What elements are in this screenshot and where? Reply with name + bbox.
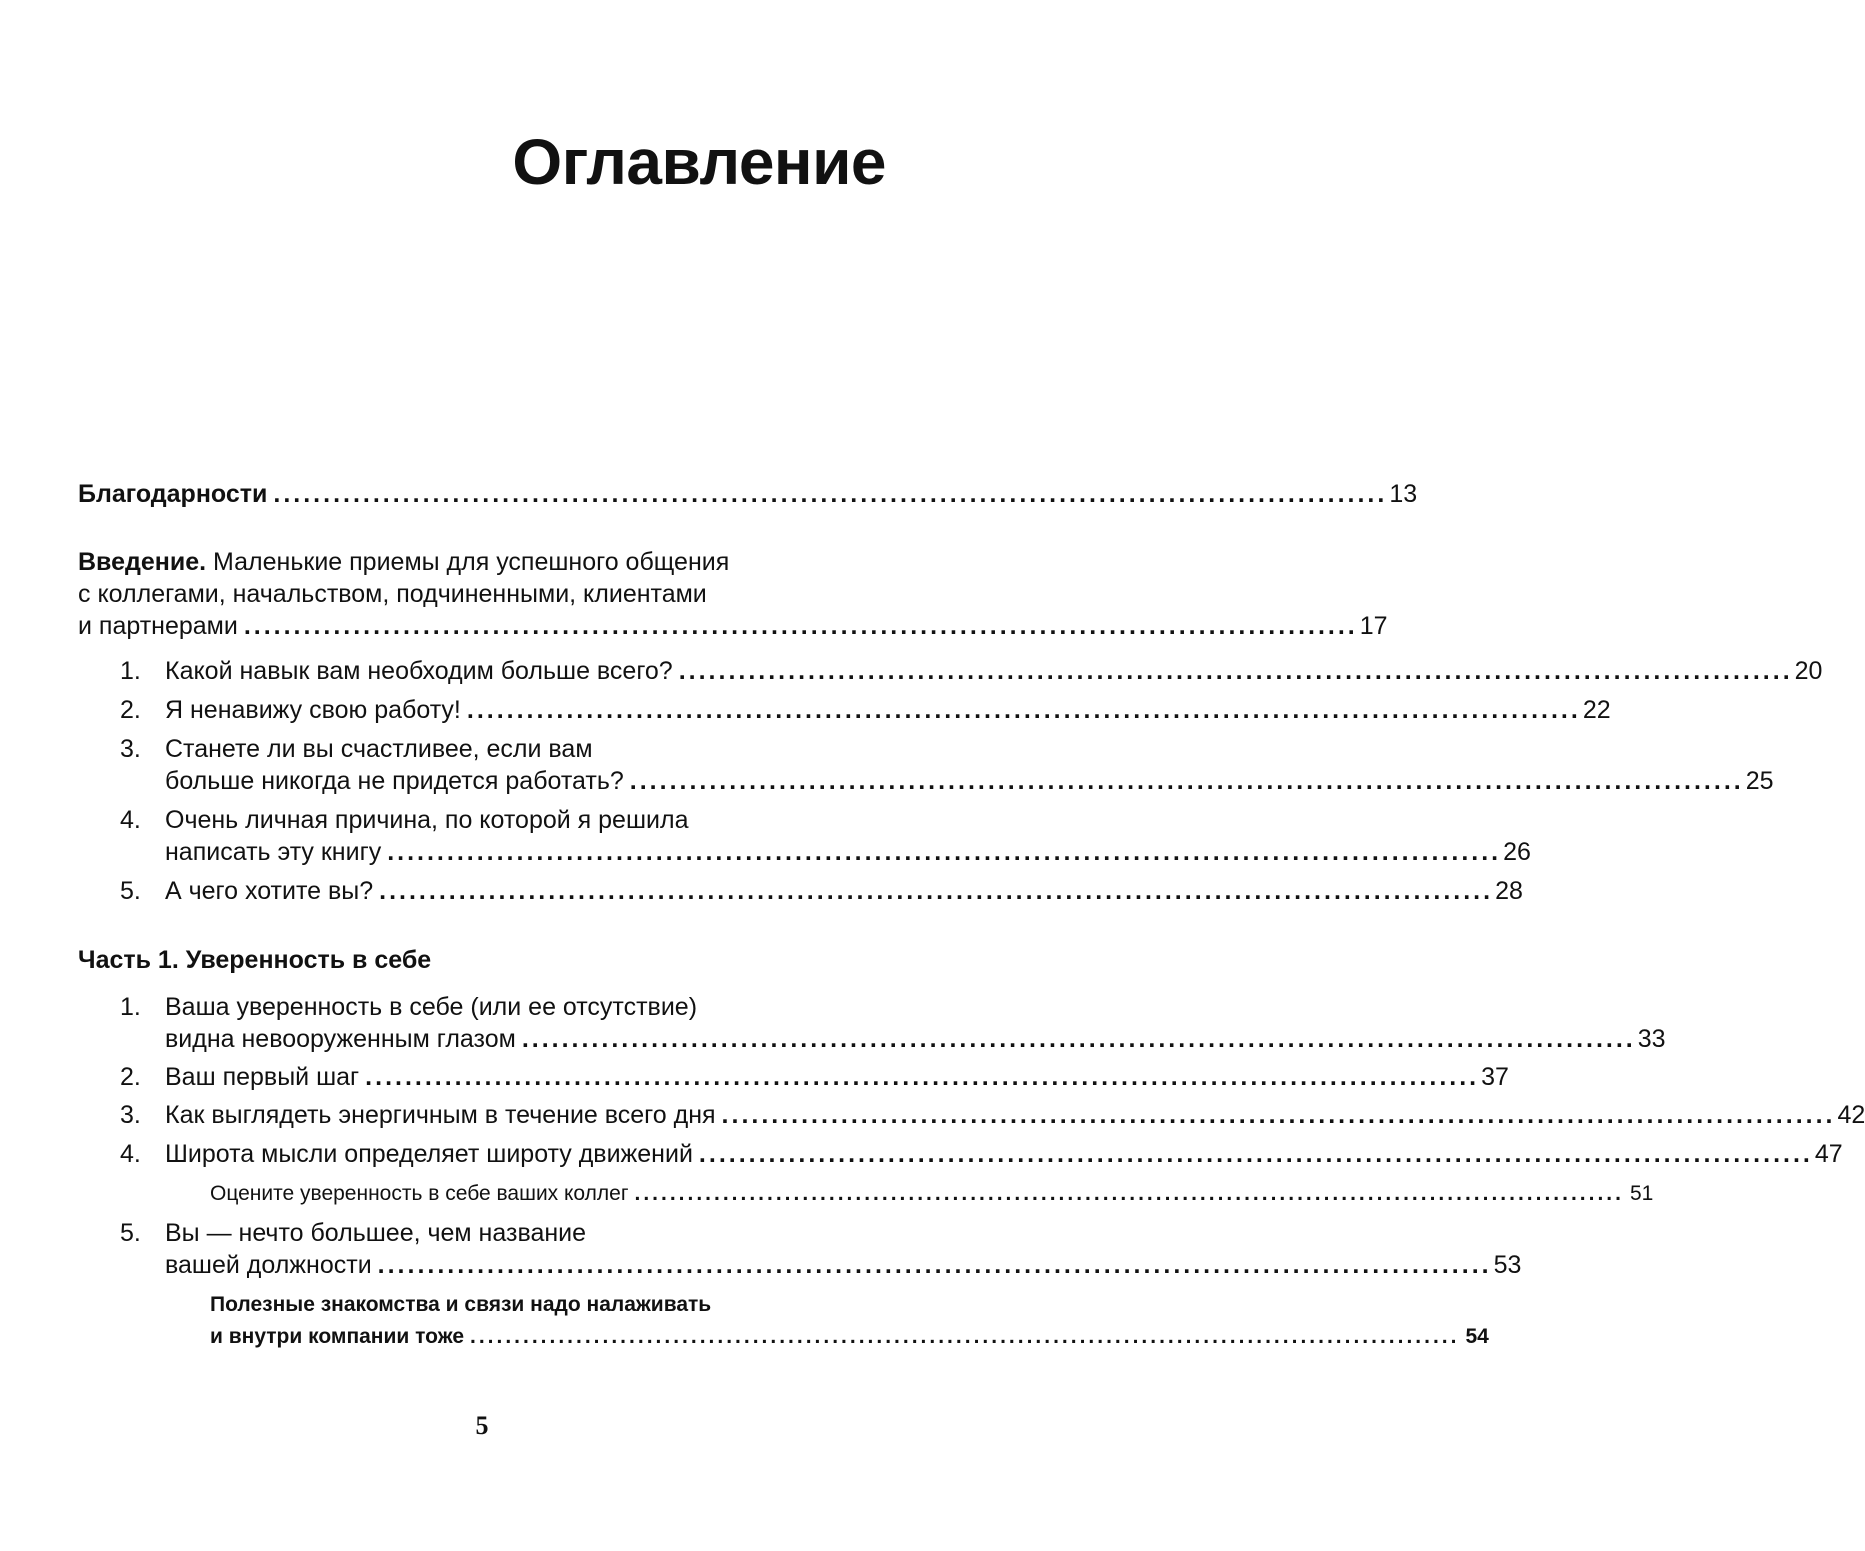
toc-item[interactable] — [78, 733, 1774, 797]
item-title: Вы — нечто большее, чем название — [165, 1219, 587, 1247]
dot-leader: ................................................................................................................ — [698, 1140, 1813, 1168]
dot-leader: ................................................................................................................ — [273, 480, 1388, 508]
toc-subitem[interactable] — [78, 1289, 1489, 1353]
item-title: А чего хотите вы? — [165, 877, 374, 905]
item-number: 5. — [120, 877, 141, 905]
page-number: 51 — [1629, 1182, 1654, 1205]
page-number: 42 — [1837, 1101, 1865, 1129]
item-title: Какой навык вам необходим больше всего? — [165, 657, 673, 685]
item-number: 2. — [120, 1063, 141, 1091]
toc-item[interactable] — [78, 655, 1823, 687]
part-heading[interactable]: Часть 1. Уверенность в себе — [78, 946, 432, 974]
item-title: написать эту книгу — [165, 838, 382, 866]
page-number: 25 — [1745, 767, 1774, 795]
page-number: 53 — [1493, 1251, 1522, 1279]
item-title: Очень личная причина, по которой я решила — [165, 806, 689, 834]
item-title: Ваш первый шаг — [165, 1063, 360, 1091]
subitem-title: Оцените уверенность в себе ваших коллег — [210, 1182, 629, 1205]
dot-leader: ................................................................................................................ — [365, 1063, 1480, 1091]
item-title: Я ненавижу свою работу! — [165, 696, 461, 724]
item-number: 1. — [120, 993, 141, 1021]
page-number: 20 — [1794, 657, 1823, 685]
page-number: 37 — [1481, 1063, 1509, 1091]
toc-entry-acknowledgments[interactable] — [78, 478, 1418, 510]
toc-subitem[interactable] — [78, 1178, 1654, 1210]
item-number: 5. — [120, 1219, 141, 1247]
item-number: 4. — [120, 806, 141, 834]
dot-leader: ................................................................................................................ — [466, 696, 1581, 724]
item-number: 3. — [120, 1101, 141, 1129]
page-number: 13 — [1389, 480, 1418, 508]
item-title: Как выглядеть энергичным в течение всего дня — [165, 1101, 716, 1129]
page-folio: 5 — [475, 1411, 489, 1440]
item-number: 4. — [120, 1140, 141, 1168]
page-number: 28 — [1495, 877, 1523, 905]
dot-leader: ................................................................................................................ — [721, 1101, 1836, 1129]
page-number: 26 — [1503, 838, 1531, 866]
item-title: Ваша уверенность в себе (или ее отсутствие) — [165, 993, 698, 1021]
toc-item[interactable] — [78, 804, 1531, 868]
toc-entry-introduction[interactable] — [78, 546, 1388, 642]
item-number: 2. — [120, 696, 141, 724]
toc-item[interactable] — [78, 875, 1523, 907]
item-title: больше никогда не придется работать? — [165, 767, 624, 795]
entry-title-line: Маленькие приемы для успешного общения — [213, 548, 730, 576]
item-number: 3. — [120, 735, 141, 763]
item-title: вашей должности — [165, 1251, 372, 1279]
page-number: 17 — [1359, 612, 1388, 640]
dot-leader: ................................................................................................................ — [379, 877, 1494, 905]
page-title: Оглавление — [512, 126, 886, 198]
dot-leader: ................................................................................................................ — [634, 1182, 1624, 1205]
toc-item[interactable] — [78, 1138, 1843, 1170]
page-number: 54 — [1465, 1325, 1489, 1348]
toc-item[interactable] — [78, 694, 1611, 726]
page-number: 33 — [1637, 1025, 1666, 1053]
entry-title-line: с коллегами, начальством, подчиненными, клиентами — [78, 580, 707, 608]
page-number: 22 — [1582, 696, 1611, 724]
entry-label: Введение. — [78, 548, 207, 576]
dot-leader: ................................................................................................................ — [470, 1325, 1460, 1348]
subitem-title: Полезные знакомства и связи надо налаживать — [210, 1293, 712, 1316]
toc-item[interactable] — [78, 1099, 1865, 1131]
item-title: Станете ли вы счастливее, если вам — [165, 735, 593, 763]
item-number: 1. — [120, 657, 141, 685]
dot-leader: ................................................................................................................ — [387, 838, 1502, 866]
page-number: 47 — [1814, 1140, 1843, 1168]
item-title: видна невооруженным глазом — [165, 1025, 516, 1053]
dot-leader: ................................................................................................................ — [521, 1025, 1636, 1053]
dot-leader: ................................................................................................................ — [678, 657, 1793, 685]
toc-item[interactable] — [78, 991, 1666, 1055]
item-title: Широта мысли определяет широту движений — [165, 1140, 693, 1168]
dot-leader: ................................................................................................................ — [377, 1251, 1492, 1279]
toc-item[interactable] — [78, 1061, 1509, 1093]
entry-title-line: и партнерами — [78, 612, 238, 640]
toc-item[interactable] — [78, 1217, 1522, 1281]
entry-title: Благодарности — [78, 480, 268, 508]
dot-leader: ................................................................................................................ — [243, 612, 1358, 640]
subitem-title: и внутри компании тоже — [210, 1325, 464, 1348]
dot-leader: ................................................................................................................ — [629, 767, 1744, 795]
